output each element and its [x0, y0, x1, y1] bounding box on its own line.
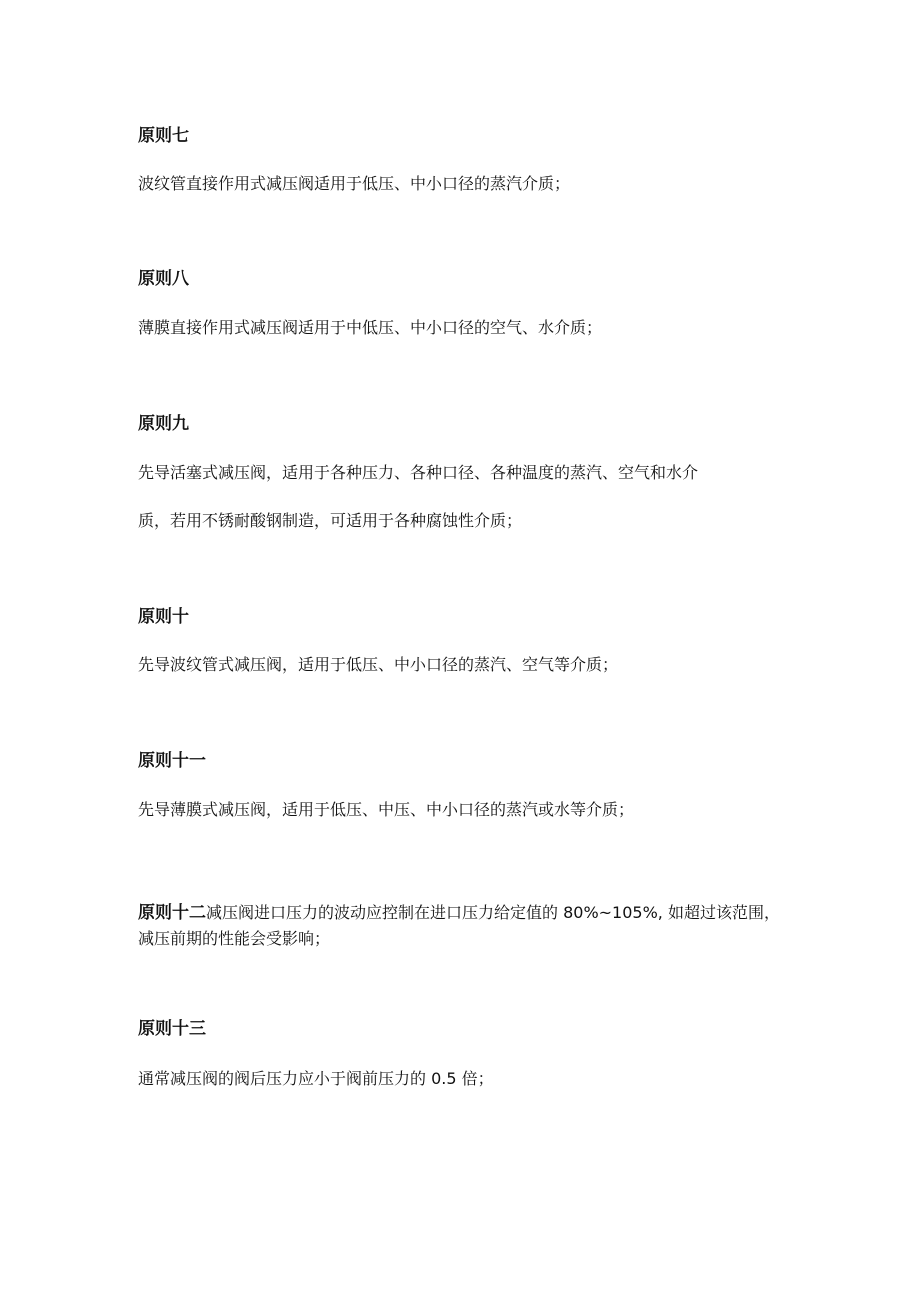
principle-9-heading: 原则九: [138, 414, 189, 434]
principle-13-text: 通常减压阀的阀后压力应小于阀前压力的 0.5 倍；: [138, 1069, 494, 1088]
principle-13-heading: 原则十三: [138, 1019, 206, 1039]
principle-11-text: 先导薄膜式减压阀，适用于低压、中压、中小口径的蒸汽或水等介质；: [138, 800, 635, 819]
principle-11-heading: 原则十一: [138, 751, 206, 771]
principle-10-heading: 原则十: [138, 607, 189, 627]
principle-12-heading: 原则十二: [138, 903, 206, 923]
principle-9-text-line-2: 质，若用不锈耐酸钢制造，可适用于各种腐蚀性介质；: [138, 511, 523, 530]
principle-8-heading: 原则八: [138, 269, 189, 289]
principle-9-text-line-1: 先导活塞式减压阀，适用于各种压力、各种口径、各种温度的蒸汽、空气和水介: [138, 463, 699, 482]
principle-8-text: 薄膜直接作用式减压阀适用于中低压、中小口径的空气、水介质；: [138, 318, 603, 337]
principle-7-text: 波纹管直接作用式减压阀适用于低压、中小口径的蒸汽介质；: [138, 174, 571, 193]
principle-7-heading: 原则七: [138, 126, 189, 146]
principle-12-text: 减压阀进口压力的波动应控制在进口压力给定值的 80%~105%, 如超过该范围，减压前期的性能会受影响；: [138, 903, 780, 948]
principle-12-paragraph: [138, 900, 788, 951]
principle-10-text: 先导波纹管式减压阀，适用于低压、中小口径的蒸汽、空气等介质；: [138, 655, 619, 674]
